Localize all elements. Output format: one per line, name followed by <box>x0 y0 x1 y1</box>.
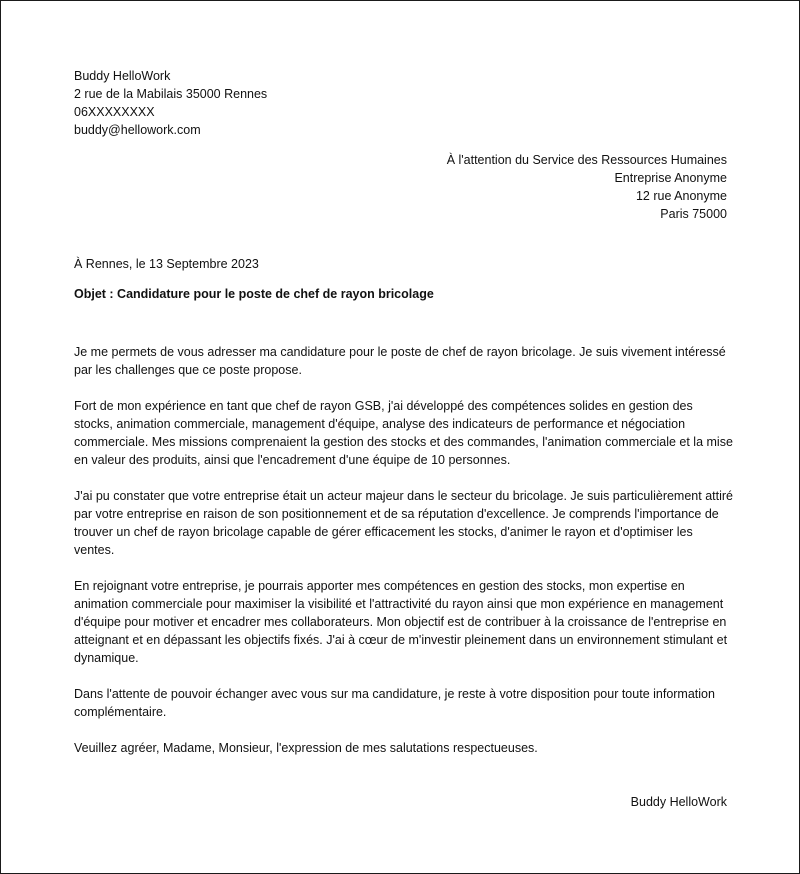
recipient-city: Paris 75000 <box>660 207 727 221</box>
signature: Buddy HelloWork <box>630 795 727 809</box>
body-paragraph: Veuillez agréer, Madame, Monsieur, l'expression de mes salutations respectueuses. <box>74 741 538 755</box>
recipient-company: Entreprise Anonyme <box>614 171 727 185</box>
sender-address: 2 rue de la Mabilais 35000 Rennes <box>74 87 268 101</box>
recipient-street: 12 rue Anonyme <box>635 189 727 203</box>
body-paragraph: En rejoignant votre entreprise, je pourrais apporter mes compétences en gestion des stocks, mon expertise en animation commerciale pour maximiser la visibilité et l'attractivité du rayon ainsi que mon expérience en management d'équipe pour motiver et encadrer mes collaborateurs. Mon objectif est de contribuer à la croissance de l'entreprise en atteignant et en dépassant les objectifs fixés. J'ai à cœur de m'investir pleinement dans un environnement stimulant et dynamique. <box>74 579 728 665</box>
sender-email: buddy@hellowork.com <box>74 123 201 137</box>
body-paragraph: J'ai pu constater que votre entreprise était un acteur majeur dans le secteur du bricolage. Je suis particulièrement attiré par votre entreprise en raison de son positionnement et de sa réputation d'excellence. Je comprends l'importance de trouver un chef de rayon bricolage capable de gérer efficacement les stocks, d'animer le rayon et d'optimiser les ventes. <box>74 489 733 557</box>
date-line: À Rennes, le 13 Septembre 2023 <box>74 257 259 271</box>
body-paragraph: Dans l'attente de pouvoir échanger avec vous sur ma candidature, je reste à votre disposition pour toute information complémentaire. <box>74 687 715 719</box>
sender-name: Buddy HelloWork <box>74 69 171 83</box>
sender-phone: 06XXXXXXXX <box>74 105 155 119</box>
body-paragraph: Fort de mon expérience en tant que chef de rayon GSB, j'ai développé des compétences solides en gestion des stocks, animation commerciale, management d'équipe, analyse des indicateurs de performance et négociation commerciale. Mes missions comprenaient la gestion des stocks et des commandes, l'animation commerciale et la mise en valeur des produits, ainsi que l'encadrement d'une équipe de 10 personnes. <box>74 399 733 467</box>
body-paragraph: Je me permets de vous adresser ma candidature pour le poste de chef de rayon bricolage. Je suis vivement intéressé par les challenges que ce poste propose. <box>74 345 726 377</box>
recipient-block <box>447 151 727 223</box>
subject-line: Objet : Candidature pour le poste de chef de rayon bricolage <box>74 287 434 301</box>
sender-block <box>74 67 474 139</box>
recipient-attention: À l'attention du Service des Ressources Humaines <box>446 153 727 167</box>
letter-body <box>74 343 734 775</box>
